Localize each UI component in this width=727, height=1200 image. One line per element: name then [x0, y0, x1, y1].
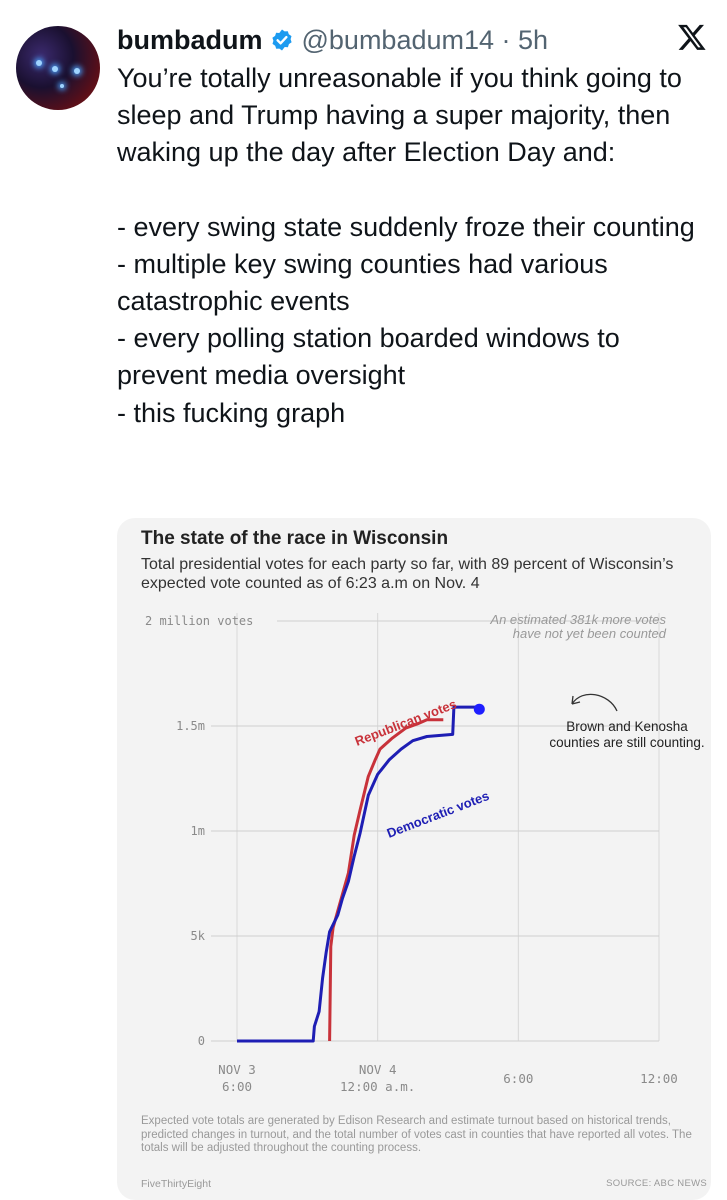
chart-subtitle: Total presidential votes for each party so far, with 89 percent of Wisconsin’s expected vote counted as of 6:23 a.m on Nov. 4: [141, 556, 674, 592]
tweet-bullet: - this fucking graph: [117, 397, 346, 428]
counting-annotation: counties are still counting.: [549, 735, 705, 750]
x-tick-label: NOV 4: [358, 1062, 397, 1077]
y-tick-label: 1.5m: [176, 719, 205, 733]
chart-title: The state of the race in Wisconsin: [141, 528, 449, 549]
handle[interactable]: @bumbadum14: [301, 24, 495, 55]
republican-line: [330, 720, 444, 1041]
x-tick-label: 6:00: [221, 1079, 253, 1094]
remaining-votes-annotation: have not yet been counted: [512, 626, 666, 641]
y-tick-label: 1m: [190, 824, 205, 838]
counting-annotation: Brown and Kenosha: [566, 719, 688, 734]
line-chart: [117, 518, 711, 1113]
verified-badge-icon: [270, 28, 294, 52]
chart-brand: FiveThirtyEight: [141, 1178, 212, 1190]
display-name[interactable]: bumbadum: [117, 24, 263, 55]
x-logo-icon[interactable]: [677, 22, 707, 52]
latest-count-dot: [474, 704, 485, 715]
y-tick-label: 2 million votes: [145, 614, 254, 628]
x-tick-label: 12:00 a.m.: [340, 1079, 416, 1094]
x-tick-label: NOV 3: [218, 1062, 256, 1077]
democratic-votes-label: Democratic votes: [384, 787, 492, 841]
tweet-bullet: - every polling station boarded windows to prevent media oversight: [117, 323, 620, 391]
republican-votes-label: Republican votes: [352, 696, 459, 749]
x-tick-label: 12:00: [640, 1071, 678, 1086]
tweet-paragraph: You’re totally unreasonable if you think going to sleep and Trump having a super majority, then waking up the day after Election Day and:: [117, 63, 682, 168]
timestamp[interactable]: 5h: [518, 24, 549, 55]
y-tick-label: 5k: [190, 929, 205, 943]
tweet-bullet: - multiple key swing counties had various catastrophic events: [117, 248, 608, 317]
separator-dot: ·: [494, 24, 519, 55]
avatar[interactable]: [16, 26, 100, 110]
tweet-text: [117, 60, 712, 432]
chart-source: SOURCE: ABC NEWS: [606, 1178, 707, 1189]
chart-image-card[interactable]: [117, 518, 711, 1200]
tweet-header: [117, 20, 707, 60]
y-tick-label: 0: [197, 1034, 205, 1048]
chart-footnote: Expected vote totals are generated by Edison Research and estimate turnout based on historical trends, predicted changes in turnout, and the total number of votes cast in counties that have reported all votes. The totals will be adjusted throughout the counting process.: [141, 1115, 692, 1154]
democratic-line: [237, 707, 477, 1041]
remaining-votes-annotation: An estimated 381k more votes: [490, 612, 666, 627]
tweet-bullet: - every swing state suddenly froze their counting: [117, 211, 695, 242]
x-tick-label: 6:00: [503, 1071, 534, 1086]
